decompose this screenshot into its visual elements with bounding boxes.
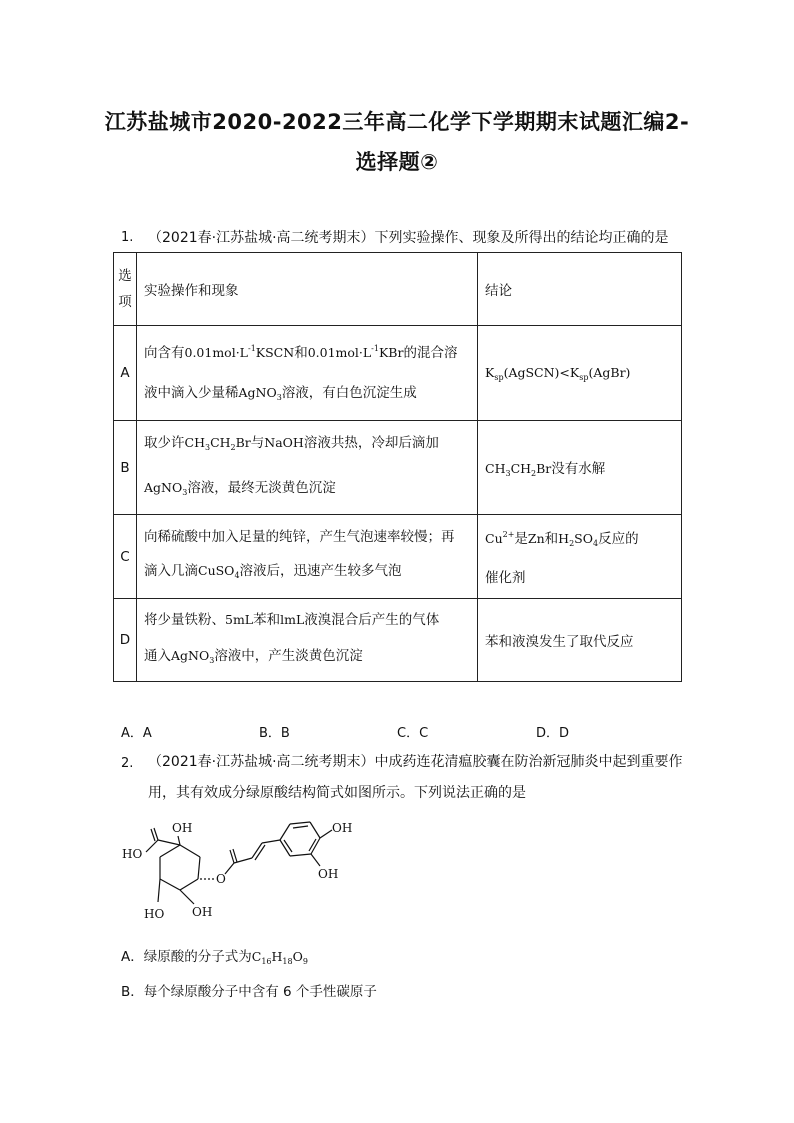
formula bbox=[185, 345, 295, 360]
formula bbox=[239, 385, 282, 400]
formula-text: K bbox=[485, 364, 495, 380]
text: 向稀硫酸中加入足量的纯锌，产生气泡速率较慢；再 bbox=[144, 529, 455, 545]
text: 和 bbox=[294, 344, 308, 361]
subscript: 16 bbox=[261, 957, 272, 966]
ester-o-label: O bbox=[216, 872, 226, 886]
q2-option-b[interactable]: B．每个绿原酸分子中含有 6 个手性碳原子 bbox=[121, 984, 377, 1000]
table-row bbox=[114, 599, 682, 682]
choice-a[interactable]: A．A bbox=[121, 726, 152, 741]
row-c-operation bbox=[137, 515, 478, 599]
row-b-conclusion bbox=[478, 421, 682, 515]
header-conclusion-cell: 结论 bbox=[478, 253, 682, 326]
subscript: 3 bbox=[276, 392, 282, 402]
formula-text: Cu bbox=[485, 531, 503, 546]
subscript: sp bbox=[494, 372, 504, 382]
header-option-line2: 项 bbox=[118, 294, 132, 310]
superscript: -1 bbox=[371, 343, 379, 353]
row-d-conclusion: 苯和液溴发生了取代反应 bbox=[478, 599, 682, 682]
text: 是 bbox=[514, 531, 528, 547]
formula-text: KBr bbox=[378, 344, 404, 360]
row-option-d: D bbox=[114, 599, 137, 682]
formula-text: CH bbox=[485, 461, 506, 476]
subscript: 3 bbox=[209, 655, 215, 665]
text: 和 bbox=[544, 531, 559, 547]
ho-bottom-left-label: HO bbox=[144, 907, 165, 921]
formula bbox=[185, 435, 251, 450]
question-2-stem-line2: 用，其有效成分绿原酸结构简式如图所示。下列说法正确的是 bbox=[148, 785, 526, 801]
header-operation-cell: 实验操作和现象 bbox=[137, 253, 478, 326]
text: 将少量铁粉、 bbox=[144, 611, 225, 628]
table-header-row bbox=[114, 253, 682, 326]
formula: Zn bbox=[527, 531, 545, 546]
formula-text: CH bbox=[510, 461, 532, 476]
formula-text: AgNO bbox=[238, 384, 277, 400]
question-1-number: 1. bbox=[121, 230, 134, 245]
formula-text: SO bbox=[574, 531, 593, 546]
question-2-number: 2. bbox=[121, 756, 134, 771]
formula-text: Br bbox=[536, 461, 552, 476]
formula-text: Br bbox=[235, 434, 251, 450]
header-option-line1: 选 bbox=[118, 268, 132, 284]
row-a-conclusion bbox=[478, 326, 682, 421]
subscript: 2 bbox=[531, 469, 537, 478]
q2-option-a[interactable] bbox=[121, 945, 308, 966]
document-title-line1: 江苏盐城市2020-2022三年高二化学下学期期末试题汇编2- bbox=[104, 110, 690, 134]
formula bbox=[485, 365, 630, 380]
subscript: 9 bbox=[302, 957, 308, 966]
subscript: 2 bbox=[230, 442, 236, 452]
formula bbox=[198, 563, 240, 578]
choice-d[interactable]: D．D bbox=[536, 726, 570, 741]
question-1-table bbox=[113, 252, 682, 682]
text: 的混合溶 bbox=[403, 344, 458, 361]
choice-b[interactable]: B．B bbox=[259, 726, 290, 741]
table-row bbox=[114, 421, 682, 515]
text: 溶液后，迅速产生较多气泡 bbox=[239, 563, 402, 579]
text: 液中滴入少量稀 bbox=[144, 384, 239, 401]
formula-text: C bbox=[251, 949, 262, 964]
formula bbox=[308, 345, 404, 360]
text: 滴入几滴 bbox=[144, 563, 198, 579]
row-option-b: B bbox=[114, 421, 137, 515]
text: 液溴混合后产生的气体 bbox=[304, 611, 440, 628]
chlorogenic-acid-structure bbox=[110, 810, 370, 930]
formula-text: CuSO bbox=[198, 563, 235, 578]
ho-acid-label: HO bbox=[122, 847, 143, 861]
formula-text: AgNO bbox=[144, 479, 183, 495]
formula-text: CH bbox=[184, 434, 205, 450]
formula: 5mL bbox=[225, 611, 254, 627]
text: 没有水解 bbox=[551, 461, 606, 477]
text: 向含有 bbox=[144, 344, 185, 361]
text: 溶液共热，冷却后滴加 bbox=[303, 434, 439, 451]
formula-text: CH bbox=[210, 434, 231, 450]
formula-text: 0.01mol·L bbox=[307, 344, 372, 360]
row-d-operation bbox=[137, 599, 478, 682]
formula bbox=[485, 531, 514, 546]
text: 催化剂 bbox=[485, 570, 526, 586]
row-a-operation bbox=[137, 326, 478, 421]
formula-text: H bbox=[271, 949, 283, 964]
text: 通入 bbox=[144, 647, 171, 664]
oh-ring-label-1: OH bbox=[332, 821, 353, 835]
formula-text: O bbox=[292, 949, 303, 964]
formula-text: (AgSCN)<K bbox=[503, 364, 580, 380]
oh-bottom-label: OH bbox=[192, 905, 213, 919]
formula-text: (AgBr) bbox=[588, 364, 631, 380]
formula-text: H bbox=[558, 531, 570, 546]
subscript: sp bbox=[579, 372, 589, 382]
table-row bbox=[114, 515, 682, 599]
row-option-c: C bbox=[114, 515, 137, 599]
text: 与 bbox=[250, 434, 265, 451]
document-title-line2: 选择题② bbox=[355, 150, 439, 174]
text: 取少许 bbox=[144, 434, 185, 451]
formula bbox=[558, 531, 598, 546]
text: 溶液，有白色沉淀生成 bbox=[281, 384, 417, 401]
oh-top-label: OH bbox=[172, 821, 193, 835]
subscript: 4 bbox=[592, 539, 599, 548]
superscript: -1 bbox=[247, 343, 256, 353]
question-2-stem-line1: （2021春·江苏盐城·高二统考期末）中成药连花清瘟胶囊在防治新冠肺炎中起到重要作 bbox=[148, 754, 683, 770]
formula: NaOH bbox=[264, 434, 304, 450]
formula bbox=[252, 949, 308, 964]
formula bbox=[144, 480, 187, 495]
subscript: 18 bbox=[282, 957, 293, 966]
subscript: 3 bbox=[204, 442, 211, 452]
subscript: 4 bbox=[234, 571, 240, 580]
row-option-a: A bbox=[114, 326, 137, 421]
subscript: 2 bbox=[569, 539, 575, 548]
text: 溶液中，产生淡黄色沉淀 bbox=[214, 647, 363, 664]
question-1-stem: （2021春·江苏盐城·高二统考期末）下列实验操作、现象及所得出的结论均正确的是 bbox=[148, 230, 669, 246]
text: 溶液，最终无淡黄色沉淀 bbox=[187, 479, 336, 496]
header-option-cell bbox=[114, 253, 137, 326]
formula bbox=[485, 461, 551, 476]
formula-text: KSCN bbox=[255, 344, 295, 360]
table-row bbox=[114, 326, 682, 421]
choice-c[interactable]: C．C bbox=[397, 726, 429, 741]
formula: lmL bbox=[280, 611, 305, 627]
row-b-operation bbox=[137, 421, 478, 515]
text: 苯和 bbox=[253, 611, 281, 628]
text: A．绿原酸的分子式为 bbox=[121, 949, 252, 965]
formula-text: 0.01mol·L bbox=[184, 344, 248, 360]
superscript: 2+ bbox=[502, 530, 515, 539]
oh-ring-label-2: OH bbox=[318, 867, 339, 881]
formula bbox=[171, 648, 214, 663]
subscript: 3 bbox=[505, 469, 511, 478]
subscript: 3 bbox=[182, 487, 188, 497]
formula-text: AgNO bbox=[171, 647, 210, 663]
text: 反应的 bbox=[598, 531, 639, 547]
row-c-conclusion bbox=[478, 515, 682, 599]
